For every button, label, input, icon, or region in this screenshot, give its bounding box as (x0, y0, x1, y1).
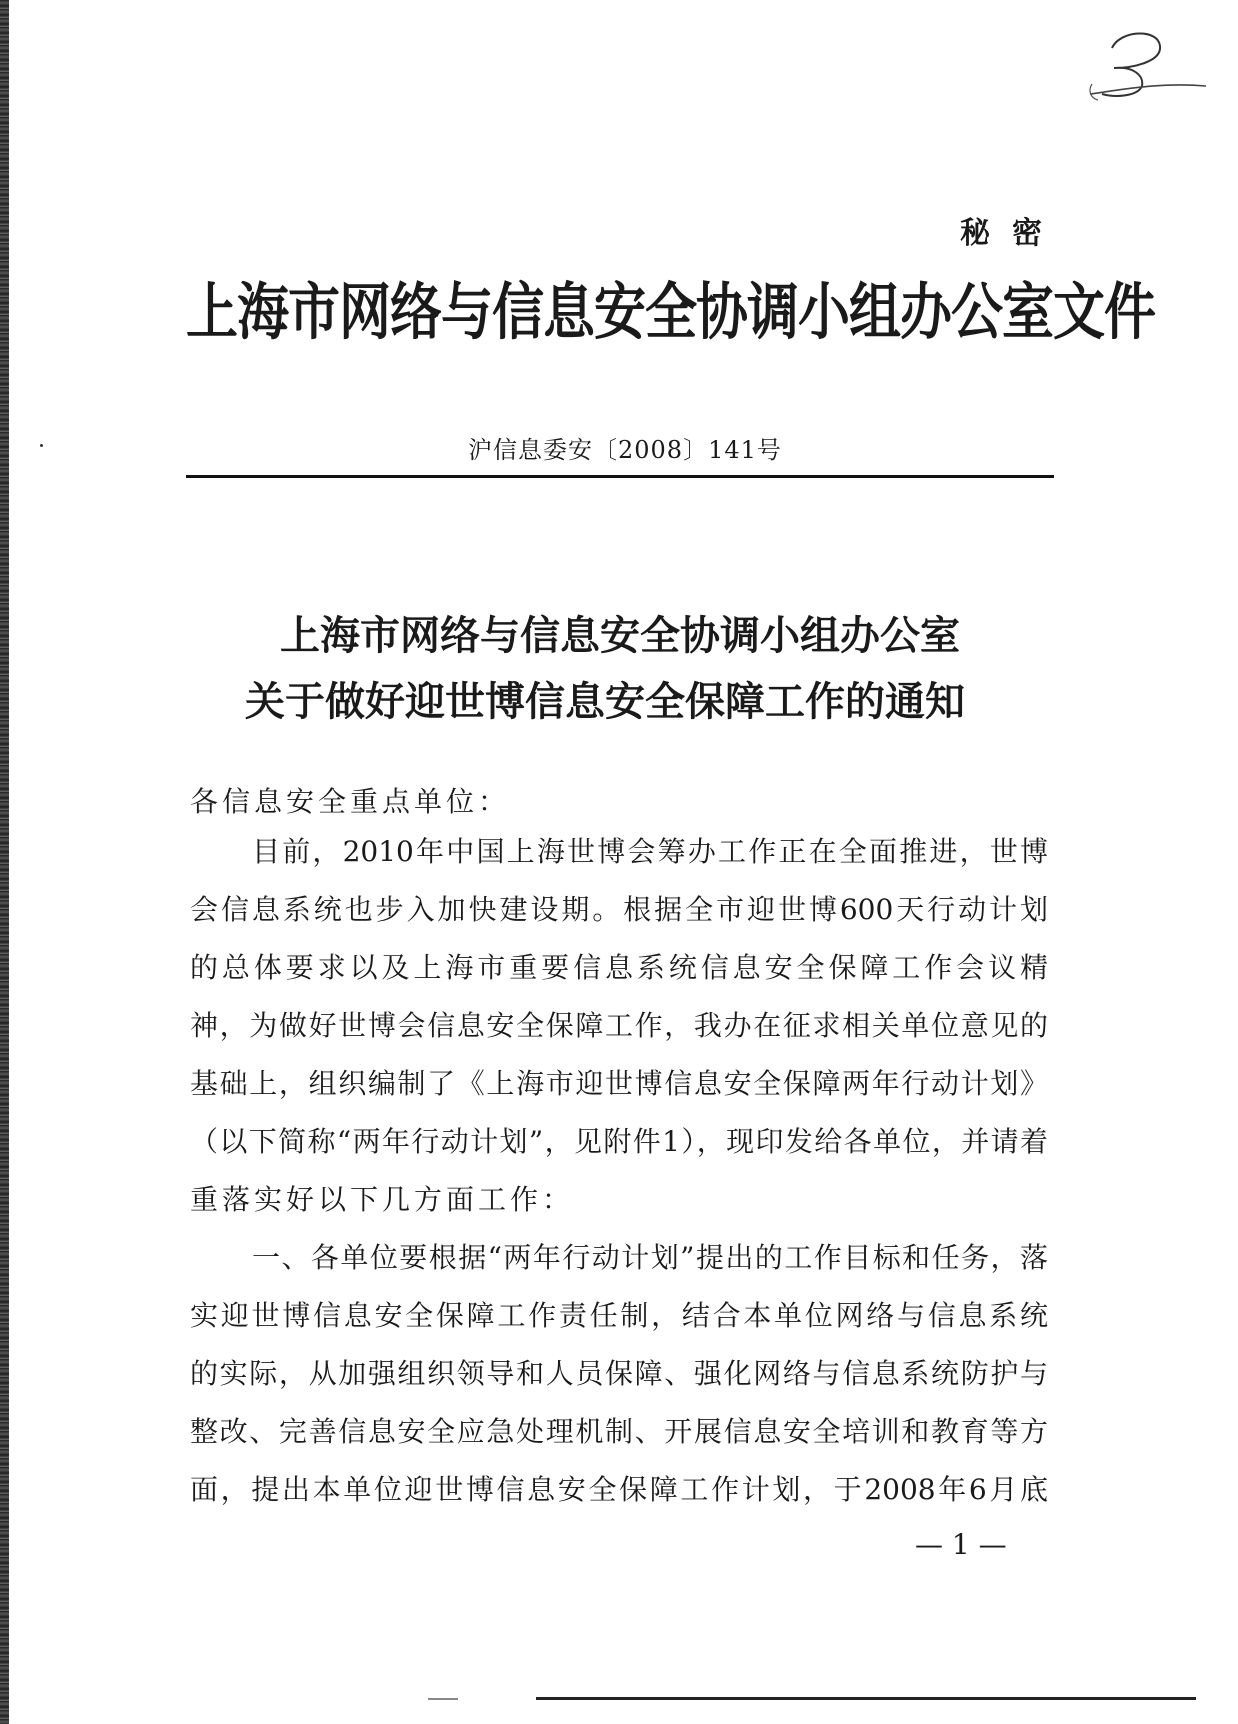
document-number: 沪信息委安〔2008〕141号 (468, 436, 782, 464)
scan-speck (40, 444, 43, 447)
header-divider (186, 475, 1054, 478)
notice-title-line-1: 上海市网络与信息安全协调小组办公室 (280, 612, 960, 659)
body-line: 会信息系统也步入加快建设期。根据全市迎世博600天行动计划 (190, 893, 1048, 926)
body-line: 重落实好以下几方面工作： (190, 1183, 575, 1216)
body-line: 目前，2010年中国上海世博会筹办工作正在全面推进，世博 (252, 835, 1048, 868)
footer-divider (536, 1697, 1196, 1700)
body-line: 的实际，从加强组织领导和人员保障、强化网络与信息系统防护与 (190, 1357, 1048, 1390)
handwritten-mark (1080, 24, 1210, 104)
body-line: 一、各单位要根据“两年行动计划”提出的工作目标和任务，落 (252, 1241, 1048, 1274)
body-line: 面，提出本单位迎世博信息安全保障工作计划，于2008年6月底 (190, 1473, 1048, 1506)
classification-mark: 秘密 (960, 216, 1064, 251)
notice-title-line-2: 关于做好迎世博信息安全保障工作的通知 (245, 678, 965, 725)
body-line: 的总体要求以及上海市重要信息系统信息安全保障工作会议精 (190, 951, 1048, 984)
scan-speck (428, 1698, 458, 1700)
letterhead-title: 上海市网络与信息安全协调小组办公室文件 (186, 276, 1156, 349)
page-number: — 1 — (915, 1528, 1007, 1561)
scan-edge-artifact (0, 0, 9, 1724)
body-line: 基础上，组织编制了《上海市迎世博信息安全保障两年行动计划》 (190, 1067, 1048, 1100)
body-line: 神，为做好世博会信息安全保障工作，我办在征求相关单位意见的 (190, 1009, 1048, 1042)
body-line: 实迎世博信息安全保障工作责任制，结合本单位网络与信息系统 (190, 1299, 1048, 1332)
salutation: 各信息安全重点单位： (190, 785, 511, 818)
body-line: 整改、完善信息安全应急处理机制、开展信息安全培训和教育等方 (190, 1415, 1048, 1448)
body-line: （以下简称“两年行动计划”，见附件1），现印发给各单位，并请着 (190, 1125, 1048, 1158)
